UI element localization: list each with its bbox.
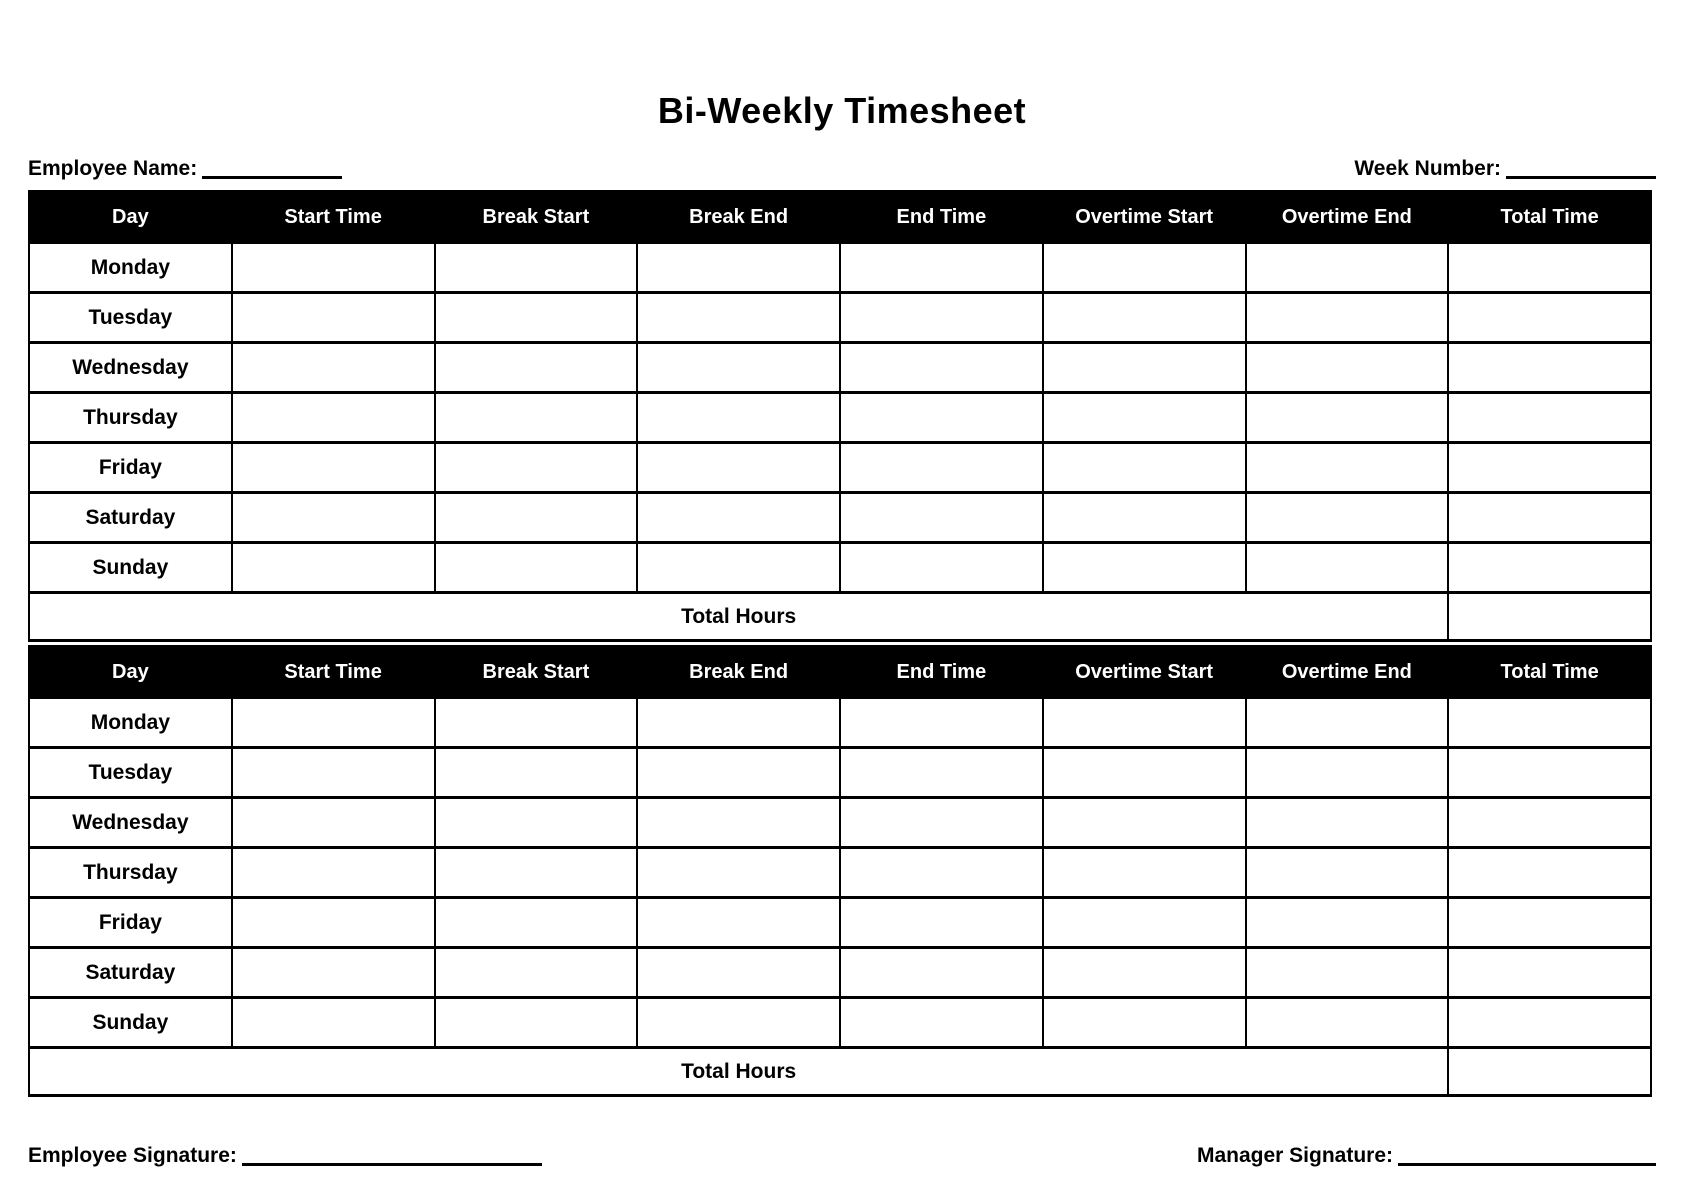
cell-saturday-end-time[interactable] [840,948,1043,998]
day-row-tuesday [29,748,1651,798]
cell-tuesday-start-time[interactable] [232,748,435,798]
column-header-day: Day [29,647,232,698]
day-row-wednesday [29,798,1651,848]
cell-saturday-break-start[interactable] [435,948,638,998]
cell-thursday-break-start[interactable] [435,848,638,898]
cell-tuesday-end-time[interactable] [840,748,1043,798]
column-header-break-start: Break Start [435,192,638,243]
column-header-overtime-start: Overtime Start [1043,192,1246,243]
cell-saturday-overtime-end[interactable] [1246,948,1449,998]
day-label-thursday: Thursday [29,393,232,443]
week-number-label: Week Number: [1354,157,1501,181]
manager-signature-field [1197,1144,1656,1168]
cell-friday-overtime-end[interactable] [1246,898,1449,948]
day-label-sunday: Sunday [29,998,232,1048]
manager-signature-label: Manager Signature: [1196,1144,1393,1168]
cell-tuesday-overtime-start[interactable] [1043,293,1246,343]
cell-monday-overtime-start[interactable] [1043,698,1246,748]
cell-monday-break-start[interactable] [435,698,638,748]
day-row-monday [29,243,1651,293]
cell-tuesday-total-time[interactable] [1448,748,1651,798]
cell-friday-total-time[interactable] [1448,898,1651,948]
total-hours-value-cell[interactable] [1448,1048,1651,1096]
day-label-sunday: Sunday [29,543,232,593]
total-hours-row [29,593,1651,641]
employee-signature-field [28,1144,542,1168]
column-header-overtime-end: Overtime End [1246,647,1449,698]
cell-monday-end-time[interactable] [840,698,1043,748]
cell-monday-total-time[interactable] [1448,698,1651,748]
cell-thursday-break-start[interactable] [435,393,638,443]
cell-sunday-break-end[interactable] [637,543,840,593]
cell-sunday-total-time[interactable] [1448,998,1651,1048]
cell-saturday-break-start[interactable] [435,493,638,543]
signature-row [28,1144,1656,1168]
cell-thursday-overtime-end[interactable] [1246,393,1449,443]
cell-thursday-end-time[interactable] [840,848,1043,898]
column-header-start-time: Start Time [232,647,435,698]
header-row-week-2 [29,647,1651,698]
cell-wednesday-total-time[interactable] [1448,798,1651,848]
cell-sunday-overtime-end[interactable] [1246,543,1449,593]
day-row-saturday [29,948,1651,998]
day-label-wednesday: Wednesday [29,798,232,848]
cell-saturday-overtime-start[interactable] [1043,948,1246,998]
day-row-saturday [29,493,1651,543]
cell-friday-break-end[interactable] [637,443,840,493]
cell-wednesday-start-time[interactable] [232,343,435,393]
cell-friday-overtime-start[interactable] [1043,443,1246,493]
cell-monday-break-start[interactable] [435,243,638,293]
cell-saturday-end-time[interactable] [840,493,1043,543]
cell-tuesday-break-end[interactable] [637,748,840,798]
cell-tuesday-overtime-end[interactable] [1246,293,1449,343]
day-row-friday [29,443,1651,493]
cell-friday-start-time[interactable] [232,443,435,493]
cell-sunday-end-time[interactable] [840,543,1043,593]
cell-monday-start-time[interactable] [232,243,435,293]
cell-sunday-break-start[interactable] [435,543,638,593]
week-number-input-line[interactable] [1506,176,1656,179]
cell-sunday-start-time[interactable] [232,998,435,1048]
cell-wednesday-overtime-start[interactable] [1043,343,1246,393]
day-label-friday: Friday [29,898,232,948]
column-header-start-time: Start Time [232,192,435,243]
cell-wednesday-break-start[interactable] [435,343,638,393]
cell-wednesday-overtime-end[interactable] [1246,343,1449,393]
cell-sunday-start-time[interactable] [232,543,435,593]
meta-row [28,157,1656,181]
employee-name-field [28,157,342,181]
cell-friday-break-start[interactable] [435,443,638,493]
cell-friday-break-end[interactable] [637,898,840,948]
day-label-friday: Friday [29,443,232,493]
cell-friday-break-start[interactable] [435,898,638,948]
day-row-monday [29,698,1651,748]
cell-wednesday-total-time[interactable] [1448,343,1651,393]
cell-saturday-overtime-end[interactable] [1246,493,1449,543]
cell-thursday-end-time[interactable] [840,393,1043,443]
cell-sunday-total-time[interactable] [1448,543,1651,593]
cell-thursday-start-time[interactable] [232,848,435,898]
cell-wednesday-break-end[interactable] [637,343,840,393]
cell-thursday-start-time[interactable] [232,393,435,443]
column-header-break-start: Break Start [435,647,638,698]
cell-monday-break-end[interactable] [637,698,840,748]
cell-friday-total-time[interactable] [1448,443,1651,493]
cell-wednesday-overtime-end[interactable] [1246,798,1449,848]
column-header-end-time: End Time [840,647,1043,698]
day-label-saturday: Saturday [29,493,232,543]
day-label-tuesday: Tuesday [29,293,232,343]
header-row-week-1 [29,192,1651,243]
cell-wednesday-break-end[interactable] [637,798,840,848]
cell-sunday-overtime-end[interactable] [1246,998,1449,1048]
cell-monday-start-time[interactable] [232,698,435,748]
column-header-end-time: End Time [840,192,1043,243]
cell-saturday-overtime-start[interactable] [1043,493,1246,543]
column-header-break-end: Break End [637,647,840,698]
cell-tuesday-overtime-end[interactable] [1246,748,1449,798]
cell-thursday-total-time[interactable] [1448,848,1651,898]
cell-saturday-break-end[interactable] [637,493,840,543]
cell-monday-overtime-start[interactable] [1043,243,1246,293]
week-number-field [1354,157,1656,181]
cell-thursday-break-end[interactable] [637,848,840,898]
cell-sunday-overtime-start[interactable] [1043,543,1246,593]
cell-saturday-total-time[interactable] [1448,948,1651,998]
page-title: Bi-Weekly Timesheet [657,90,1027,131]
day-label-monday: Monday [29,243,232,293]
cell-tuesday-overtime-start[interactable] [1043,748,1246,798]
cell-monday-break-end[interactable] [637,243,840,293]
day-row-sunday [29,998,1651,1048]
cell-monday-end-time[interactable] [840,243,1043,293]
cell-wednesday-overtime-start[interactable] [1043,798,1246,848]
cell-thursday-break-end[interactable] [637,393,840,443]
cell-friday-overtime-start[interactable] [1043,898,1246,948]
total-hours-row [29,1048,1651,1096]
cell-tuesday-start-time[interactable] [232,293,435,343]
cell-tuesday-total-time[interactable] [1448,293,1651,343]
cell-saturday-start-time[interactable] [232,493,435,543]
cell-tuesday-break-start[interactable] [435,293,638,343]
cell-wednesday-end-time[interactable] [840,798,1043,848]
cell-monday-overtime-end[interactable] [1246,698,1449,748]
day-row-tuesday [29,293,1651,343]
day-label-wednesday: Wednesday [29,343,232,393]
cell-wednesday-end-time[interactable] [840,343,1043,393]
week-2-table [28,645,1652,1097]
day-row-thursday [29,393,1651,443]
day-row-wednesday [29,343,1651,393]
cell-sunday-overtime-start[interactable] [1043,998,1246,1048]
cell-friday-end-time[interactable] [840,898,1043,948]
day-label-tuesday: Tuesday [29,748,232,798]
day-row-thursday [29,848,1651,898]
cell-saturday-total-time[interactable] [1448,493,1651,543]
cell-thursday-total-time[interactable] [1448,393,1651,443]
employee-signature-line[interactable] [242,1163,542,1166]
cell-monday-overtime-end[interactable] [1246,243,1449,293]
manager-signature-line[interactable] [1398,1163,1656,1166]
cell-friday-start-time[interactable] [232,898,435,948]
day-label-monday: Monday [29,698,232,748]
total-hours-value-cell[interactable] [1448,593,1651,641]
cell-wednesday-start-time[interactable] [232,798,435,848]
cell-tuesday-break-start[interactable] [435,748,638,798]
column-header-break-end: Break End [637,192,840,243]
column-header-total-time: Total Time [1448,192,1651,243]
day-row-sunday [29,543,1651,593]
employee-signature-label: Employee Signature: [28,1144,237,1168]
cell-wednesday-break-start[interactable] [435,798,638,848]
cell-thursday-overtime-end[interactable] [1246,848,1449,898]
week-1-table [28,190,1652,642]
cell-tuesday-end-time[interactable] [840,293,1043,343]
cell-friday-end-time[interactable] [840,443,1043,493]
cell-tuesday-break-end[interactable] [637,293,840,343]
cell-saturday-break-end[interactable] [637,948,840,998]
column-header-overtime-end: Overtime End [1246,192,1449,243]
total-hours-label: Total Hours [29,1048,1448,1096]
day-label-saturday: Saturday [29,948,232,998]
cell-thursday-overtime-start[interactable] [1043,848,1246,898]
day-label-thursday: Thursday [29,848,232,898]
cell-sunday-break-start[interactable] [435,998,638,1048]
cell-saturday-start-time[interactable] [232,948,435,998]
day-row-friday [29,898,1651,948]
cell-friday-overtime-end[interactable] [1246,443,1449,493]
column-header-overtime-start: Overtime Start [1043,647,1246,698]
cell-sunday-break-end[interactable] [637,998,840,1048]
total-hours-label: Total Hours [29,593,1448,641]
cell-monday-total-time[interactable] [1448,243,1651,293]
employee-name-label: Employee Name: [28,157,198,181]
employee-name-input-line[interactable] [202,176,342,179]
column-header-day: Day [29,192,232,243]
column-header-total-time: Total Time [1448,647,1651,698]
cell-sunday-end-time[interactable] [840,998,1043,1048]
cell-thursday-overtime-start[interactable] [1043,393,1246,443]
